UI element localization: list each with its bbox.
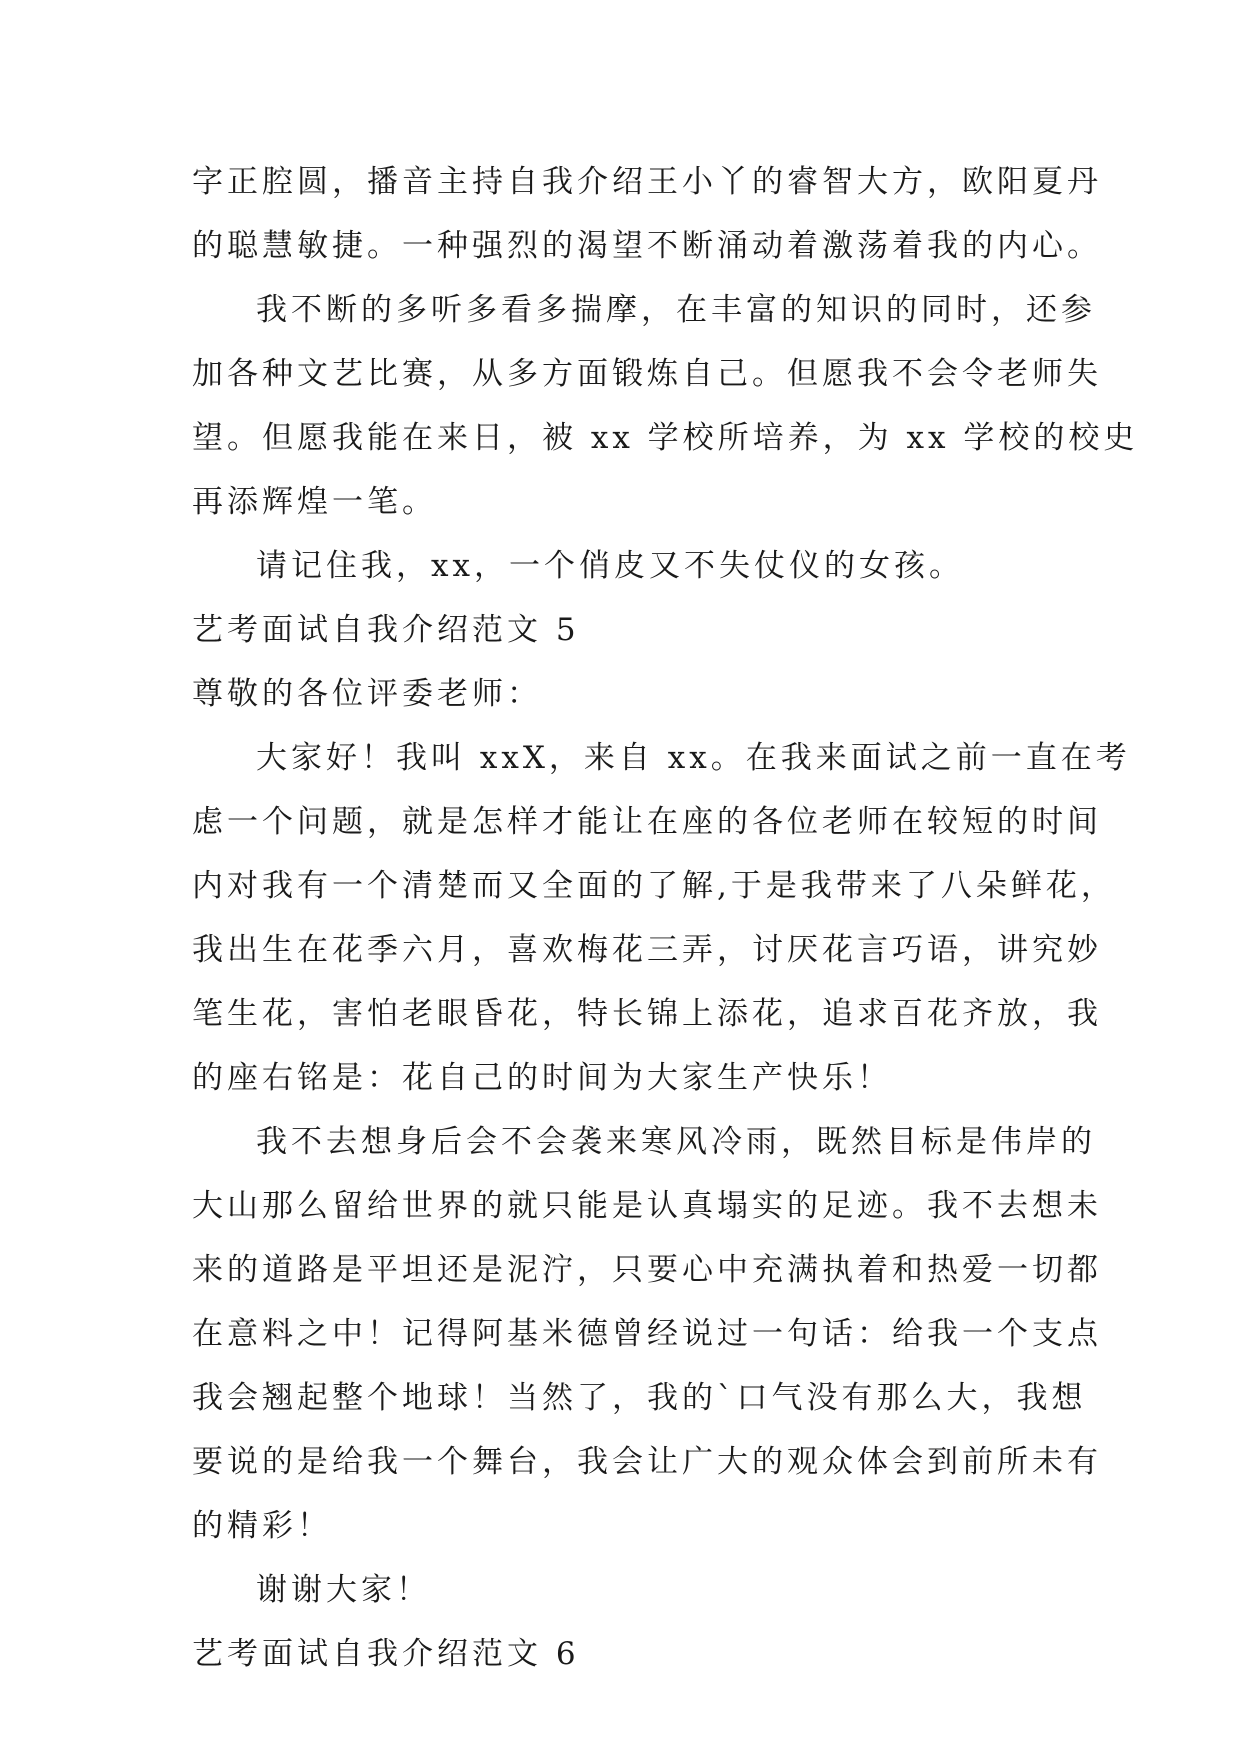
- paragraph-line: 我会翘起整个地球！当然了，我的`口气没有那么大，我想: [192, 1380, 1087, 1416]
- salutation: 尊敬的各位评委老师：: [192, 676, 542, 712]
- paragraph-line: 我不断的多听多看多揣摩，在丰富的知识的同时，还参: [256, 292, 1096, 328]
- paragraph-line: 来的道路是平坦还是泥泞，只要心中充满执着和热爱一切都: [192, 1252, 1102, 1288]
- paragraph-line: 内对我有一个清楚而又全面的了解,于是我带来了八朵鲜花，: [192, 868, 1116, 904]
- paragraph-line: 的聪慧敏捷。一种强烈的渴望不断涌动着激荡着我的内心。: [192, 228, 1102, 264]
- paragraph-line: 加各种文艺比赛，从多方面锻炼自己。但愿我不会令老师失: [192, 356, 1102, 392]
- paragraph-line: 我不去想身后会不会袭来寒风冷雨，既然目标是伟岸的: [256, 1124, 1096, 1160]
- document-body: [192, 150, 1139, 1686]
- paragraph-line: 虑一个问题，就是怎样才能让在座的各位老师在较短的时间: [192, 804, 1102, 840]
- paragraph-line: 大家好！我叫 xxX，来自 xx。在我来面试之前一直在考: [256, 740, 1131, 776]
- paragraph-line: 的精彩！: [192, 1508, 332, 1544]
- paragraph-line: 大山那么留给世界的就只能是认真塌实的足迹。我不去想未: [192, 1188, 1102, 1224]
- paragraph-line: 请记住我，xx，一个俏皮又不失仗仪的女孩。: [256, 548, 964, 584]
- paragraph-line: 我出生在花季六月，喜欢梅花三弄，讨厌花言巧语，讲究妙: [192, 932, 1102, 968]
- paragraph-line: 在意料之中！记得阿基米德曾经说过一句话：给我一个支点: [192, 1316, 1102, 1352]
- closing-line: 谢谢大家！: [256, 1572, 431, 1608]
- section-heading: 艺考面试自我介绍范文 6: [192, 1636, 580, 1672]
- paragraph-line: 的座右铭是：花自己的时间为大家生产快乐！: [192, 1060, 892, 1096]
- section-heading: 艺考面试自我介绍范文 5: [192, 612, 580, 648]
- paragraph-line: 字正腔圆，播音主持自我介绍王小丫的睿智大方，欧阳夏丹: [192, 164, 1102, 200]
- paragraph-line: 望。但愿我能在来日，被 xx 学校所培养，为 xx 学校的校史: [192, 420, 1139, 456]
- paragraph-line: 要说的是给我一个舞台，我会让广大的观众体会到前所未有: [192, 1444, 1102, 1480]
- paragraph-line: 再添辉煌一笔。: [192, 484, 437, 520]
- paragraph-line: 笔生花，害怕老眼昏花，特长锦上添花，追求百花齐放，我: [192, 996, 1102, 1032]
